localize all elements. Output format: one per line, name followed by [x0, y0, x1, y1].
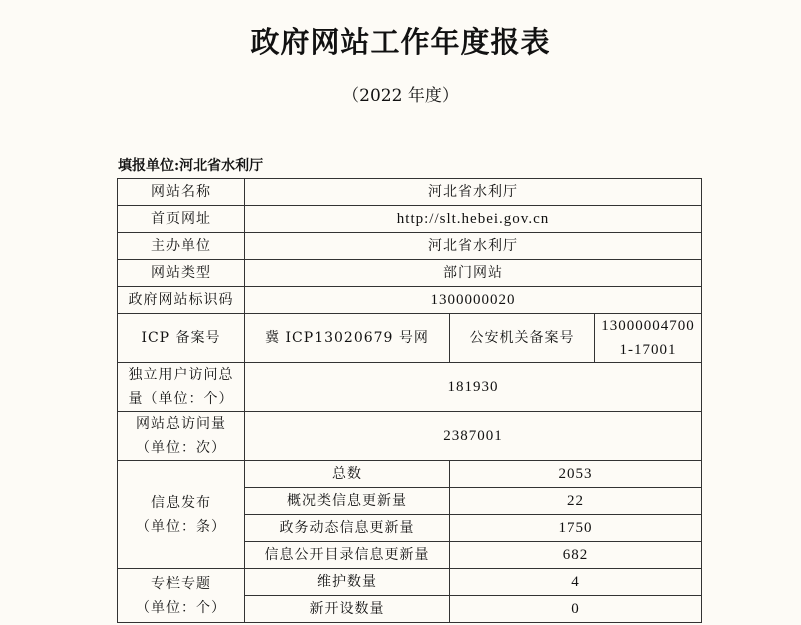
- columns-label: [118, 569, 245, 623]
- table-row: [118, 412, 702, 461]
- site-name-value: 河北省水利厅: [245, 179, 702, 206]
- table-row: [118, 260, 702, 287]
- info-news-label: 政务动态信息更新量: [245, 515, 450, 542]
- info-total-value: 2053: [450, 461, 702, 488]
- info-news-value: 1750: [450, 515, 702, 542]
- unique-visitors-label-line1: 独立用户访问总: [128, 367, 234, 383]
- columns-label-line1: 专栏专题: [151, 575, 211, 592]
- report-table: [117, 178, 702, 623]
- info-disclosure-value: 682: [450, 542, 702, 569]
- info-disclosure-label: 信息公开目录信息更新量: [245, 542, 450, 569]
- table-row: [118, 233, 702, 260]
- info-release-label: [118, 461, 245, 569]
- total-visits-value: 2387001: [245, 412, 702, 461]
- site-type-value: 部门网站: [245, 260, 702, 287]
- columns-maintained-label: 维护数量: [245, 569, 450, 596]
- police-record-value-line2: 1-17001: [619, 342, 677, 358]
- table-row: [118, 314, 702, 363]
- table-row: [118, 287, 702, 314]
- homepage-label: 首页网址: [118, 206, 245, 233]
- table-row: [118, 206, 702, 233]
- homepage-url[interactable]: http://slt.hebei.gov.cn: [245, 206, 702, 233]
- unique-visitors-label-line2: 量（单位：个）: [128, 391, 234, 407]
- total-visits-label: [118, 412, 245, 461]
- site-code-label: 政府网站标识码: [118, 287, 245, 314]
- police-record-label: 公安机关备案号: [450, 314, 595, 363]
- site-type-label: 网站类型: [118, 260, 245, 287]
- info-release-label-line1: 信息发布: [151, 494, 211, 511]
- total-visits-label-line1: 网站总访问量: [136, 416, 226, 432]
- table-row: [118, 363, 702, 412]
- info-total-label: 总数: [245, 461, 450, 488]
- info-overview-value: 22: [450, 488, 702, 515]
- total-visits-label-line2: （单位：次）: [136, 440, 226, 456]
- unique-visitors-value: 181930: [245, 363, 702, 412]
- fill-unit-label: 填报单位:河北省水利厅: [118, 158, 264, 174]
- police-record-value-line1: 13000004700: [601, 318, 695, 334]
- table-row: [118, 461, 702, 488]
- sponsor-value: 河北省水利厅: [245, 233, 702, 260]
- site-name-label: 网站名称: [118, 179, 245, 206]
- columns-new-label: 新开设数量: [245, 596, 450, 623]
- report-year: （2022 年度）: [342, 86, 459, 106]
- icp-value: 冀 ICP13020679 号网: [245, 314, 450, 363]
- site-code-value: 1300000020: [245, 287, 702, 314]
- columns-new-value: 0: [450, 596, 702, 623]
- unique-visitors-label: [118, 363, 245, 412]
- columns-maintained-value: 4: [450, 569, 702, 596]
- police-record-value: [595, 314, 702, 363]
- columns-label-line2: （单位：个）: [136, 599, 226, 616]
- sponsor-label: 主办单位: [118, 233, 245, 260]
- table-row: [118, 179, 702, 206]
- table-row: [118, 569, 702, 596]
- page-title: 政府网站工作年度报表: [250, 25, 551, 59]
- icp-label: ICP 备案号: [118, 314, 245, 363]
- info-release-label-line2: （单位：条）: [136, 518, 226, 535]
- info-overview-label: 概况类信息更新量: [245, 488, 450, 515]
